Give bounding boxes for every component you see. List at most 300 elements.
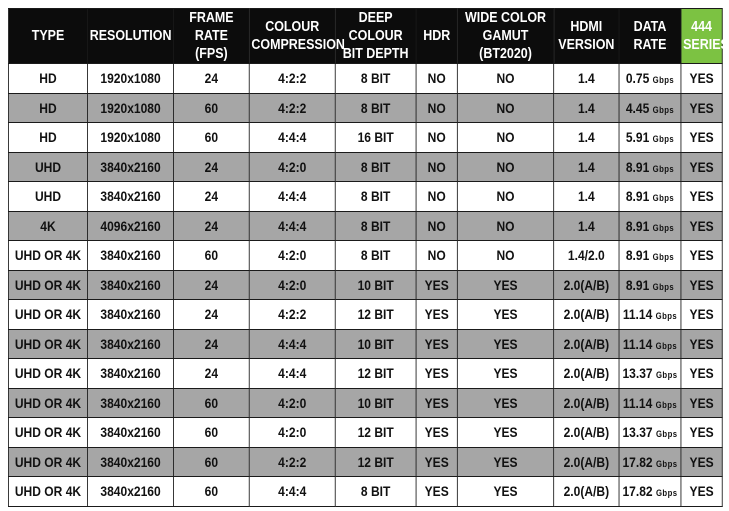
header-line: VERSION bbox=[558, 37, 615, 53]
header-line: 444 bbox=[691, 19, 712, 35]
cell-wide-color-gamut bbox=[457, 241, 553, 271]
cell-value: 8 BIT bbox=[360, 188, 391, 205]
cell-value: 2.0(A/B) bbox=[563, 306, 610, 323]
cell-data-rate bbox=[619, 123, 681, 153]
rate-unit: Gbps bbox=[655, 429, 678, 440]
table-row bbox=[8, 477, 722, 507]
cell-value: 11.14 bbox=[622, 394, 653, 411]
cell-value: 12 BIT bbox=[357, 306, 394, 323]
cell-value: YES bbox=[689, 99, 714, 116]
cell-444-series bbox=[681, 152, 722, 182]
cell-data-rate bbox=[619, 241, 681, 271]
cell-wide-color-gamut bbox=[457, 418, 553, 448]
cell-type bbox=[8, 64, 87, 94]
cell-value: YES bbox=[493, 276, 518, 293]
table-row bbox=[8, 447, 722, 477]
rate-unit: Gbps bbox=[652, 252, 675, 263]
cell-value: YES bbox=[493, 483, 518, 500]
cell-value: YES bbox=[689, 158, 714, 175]
cell-frame-rate bbox=[174, 359, 250, 389]
cell-hdr bbox=[416, 388, 457, 418]
cell-444-series bbox=[681, 182, 722, 212]
cell-deep-colour-bit-depth bbox=[335, 241, 416, 271]
cell-type bbox=[8, 359, 87, 389]
table-row bbox=[8, 182, 722, 212]
rate-unit: Gbps bbox=[652, 281, 675, 292]
cell-value: NO bbox=[427, 247, 446, 264]
cell-value: 60 bbox=[204, 483, 219, 500]
header-type bbox=[8, 9, 87, 64]
cell-wide-color-gamut bbox=[457, 477, 553, 507]
rate-unit: Gbps bbox=[652, 193, 675, 204]
cell-value: 8 BIT bbox=[360, 247, 391, 264]
cell-type bbox=[8, 418, 87, 448]
cell-value: 60 bbox=[204, 99, 219, 116]
cell-resolution bbox=[88, 388, 174, 418]
table-row bbox=[8, 329, 722, 359]
cell-data-rate bbox=[619, 477, 681, 507]
cell-data-rate bbox=[619, 64, 681, 94]
cell-colour-compression bbox=[249, 93, 335, 123]
table-row bbox=[8, 300, 722, 330]
cell-colour-compression bbox=[249, 64, 335, 94]
cell-value: 4:2:0 bbox=[278, 247, 307, 264]
cell-444-series bbox=[681, 64, 722, 94]
table-row bbox=[8, 241, 722, 271]
cell-resolution bbox=[88, 477, 174, 507]
cell-frame-rate bbox=[174, 211, 250, 241]
cell-value: YES bbox=[689, 217, 714, 234]
table-body bbox=[8, 64, 722, 507]
cell-deep-colour-bit-depth bbox=[335, 300, 416, 330]
cell-value: UHD OR 4K bbox=[14, 306, 82, 323]
cell-value: 2.0(A/B) bbox=[563, 365, 610, 382]
cell-hdmi-version bbox=[554, 241, 619, 271]
cell-444-series bbox=[681, 241, 722, 271]
cell-wide-color-gamut bbox=[457, 270, 553, 300]
cell-value: 4:2:2 bbox=[278, 453, 307, 470]
cell-value: 4:4:4 bbox=[278, 483, 307, 500]
cell-hdr bbox=[416, 418, 457, 448]
cell-value: 4:4:4 bbox=[278, 217, 307, 234]
cell-resolution bbox=[88, 123, 174, 153]
cell-value: 1.4 bbox=[577, 99, 595, 116]
cell-hdmi-version bbox=[554, 359, 619, 389]
cell-value: NO bbox=[427, 158, 446, 175]
cell-wide-color-gamut bbox=[457, 123, 553, 153]
cell-value: 12 BIT bbox=[357, 453, 394, 470]
rate-unit: Gbps bbox=[655, 370, 678, 381]
cell-value: 60 bbox=[204, 129, 219, 146]
cell-value: 1920x1080 bbox=[100, 99, 161, 116]
cell-444-series bbox=[681, 300, 722, 330]
cell-wide-color-gamut bbox=[457, 182, 553, 212]
cell-resolution bbox=[88, 418, 174, 448]
cell-colour-compression bbox=[249, 152, 335, 182]
cell-value: 60 bbox=[204, 453, 219, 470]
table-row bbox=[8, 123, 722, 153]
cell-colour-compression bbox=[249, 270, 335, 300]
cell-hdr bbox=[416, 329, 457, 359]
cell-deep-colour-bit-depth bbox=[335, 93, 416, 123]
cell-value: 2.0(A/B) bbox=[563, 394, 610, 411]
cell-value: 4:2:0 bbox=[278, 276, 307, 293]
cell-deep-colour-bit-depth bbox=[335, 359, 416, 389]
cell-444-series bbox=[681, 359, 722, 389]
cell-value: 3840x2160 bbox=[100, 365, 161, 382]
cell-value: 12 BIT bbox=[357, 424, 394, 441]
cell-colour-compression bbox=[249, 418, 335, 448]
cell-value: UHD OR 4K bbox=[14, 453, 82, 470]
cell-hdmi-version bbox=[554, 300, 619, 330]
cell-value: UHD OR 4K bbox=[14, 247, 82, 264]
header-line: HDMI bbox=[570, 19, 603, 35]
cell-hdmi-version bbox=[554, 418, 619, 448]
cell-hdr bbox=[416, 211, 457, 241]
cell-frame-rate bbox=[174, 182, 250, 212]
cell-deep-colour-bit-depth bbox=[335, 447, 416, 477]
cell-wide-color-gamut bbox=[457, 329, 553, 359]
cell-value: 1.4 bbox=[577, 217, 595, 234]
cell-value: 17.82 bbox=[622, 453, 653, 470]
cell-value: 8.91 bbox=[625, 158, 650, 175]
header-line: COMPRESSION bbox=[251, 37, 345, 53]
cell-value: UHD OR 4K bbox=[14, 335, 82, 352]
cell-value: YES bbox=[493, 424, 518, 441]
cell-type bbox=[8, 182, 87, 212]
cell-value: YES bbox=[689, 188, 714, 205]
cell-data-rate bbox=[619, 270, 681, 300]
cell-colour-compression bbox=[249, 388, 335, 418]
cell-value: 1.4 bbox=[577, 158, 595, 175]
cell-data-rate bbox=[619, 418, 681, 448]
cell-value: 24 bbox=[204, 335, 219, 352]
header-line: SERIES bbox=[683, 37, 729, 53]
cell-data-rate bbox=[619, 447, 681, 477]
header-line: GAMUT (BT2020) bbox=[479, 28, 532, 62]
cell-444-series bbox=[681, 211, 722, 241]
cell-hdr bbox=[416, 123, 457, 153]
cell-hdr bbox=[416, 300, 457, 330]
header-line: HDR bbox=[423, 28, 451, 44]
cell-resolution bbox=[88, 152, 174, 182]
header-line: WIDE COLOR bbox=[464, 10, 547, 26]
cell-value: YES bbox=[424, 306, 449, 323]
header-hdr bbox=[416, 9, 457, 64]
cell-value: 4:2:0 bbox=[278, 394, 307, 411]
cell-value: NO bbox=[427, 70, 446, 87]
cell-resolution bbox=[88, 64, 174, 94]
cell-resolution bbox=[88, 211, 174, 241]
cell-type bbox=[8, 447, 87, 477]
cell-value: 5.91 bbox=[625, 129, 650, 146]
table-row bbox=[8, 211, 722, 241]
cell-value: 24 bbox=[204, 276, 219, 293]
cell-type bbox=[8, 93, 87, 123]
cell-value: YES bbox=[424, 453, 449, 470]
cell-value: YES bbox=[689, 306, 714, 323]
cell-hdmi-version bbox=[554, 123, 619, 153]
cell-value: 1920x1080 bbox=[100, 129, 161, 146]
cell-deep-colour-bit-depth bbox=[335, 182, 416, 212]
cell-value: 24 bbox=[204, 365, 219, 382]
cell-value: UHD OR 4K bbox=[14, 394, 82, 411]
cell-value: YES bbox=[689, 365, 714, 382]
cell-value: 3840x2160 bbox=[100, 453, 161, 470]
cell-wide-color-gamut bbox=[457, 359, 553, 389]
cell-value: 24 bbox=[204, 70, 219, 87]
cell-value: 1.4 bbox=[577, 129, 595, 146]
rate-unit: Gbps bbox=[652, 104, 675, 115]
table-row bbox=[8, 359, 722, 389]
cell-value: 2.0(A/B) bbox=[563, 453, 610, 470]
cell-value: NO bbox=[496, 247, 515, 264]
cell-resolution bbox=[88, 182, 174, 212]
cell-resolution bbox=[88, 241, 174, 271]
cell-data-rate bbox=[619, 359, 681, 389]
cell-data-rate bbox=[619, 211, 681, 241]
cell-frame-rate bbox=[174, 447, 250, 477]
cell-value: UHD OR 4K bbox=[14, 424, 82, 441]
table-row bbox=[8, 93, 722, 123]
cell-value: 8 BIT bbox=[360, 158, 391, 175]
cell-value: UHD bbox=[34, 158, 62, 175]
cell-resolution bbox=[88, 359, 174, 389]
cell-value: 4:4:4 bbox=[278, 335, 307, 352]
cell-deep-colour-bit-depth bbox=[335, 388, 416, 418]
cell-value: 1.4 bbox=[577, 188, 595, 205]
table-row bbox=[8, 418, 722, 448]
cell-data-rate bbox=[619, 388, 681, 418]
cell-frame-rate bbox=[174, 123, 250, 153]
cell-frame-rate bbox=[174, 388, 250, 418]
cell-wide-color-gamut bbox=[457, 447, 553, 477]
cell-value: 1.4/2.0 bbox=[567, 247, 605, 264]
cell-type bbox=[8, 123, 87, 153]
cell-444-series bbox=[681, 418, 722, 448]
cell-value: YES bbox=[689, 394, 714, 411]
header-data-rate bbox=[619, 9, 681, 64]
cell-value: UHD bbox=[34, 188, 62, 205]
cell-value: 3840x2160 bbox=[100, 276, 161, 293]
table-row bbox=[8, 270, 722, 300]
cell-value: 4096x2160 bbox=[100, 217, 161, 234]
cell-value: 3840x2160 bbox=[100, 335, 161, 352]
header-line: DATA RATE bbox=[633, 19, 667, 53]
cell-type bbox=[8, 211, 87, 241]
cell-value: 4:2:2 bbox=[278, 99, 307, 116]
cell-value: 3840x2160 bbox=[100, 424, 161, 441]
cell-wide-color-gamut bbox=[457, 93, 553, 123]
cell-deep-colour-bit-depth bbox=[335, 64, 416, 94]
cell-resolution bbox=[88, 270, 174, 300]
cell-value: 8.91 bbox=[625, 247, 650, 264]
cell-value: 8.91 bbox=[625, 217, 650, 234]
table-header bbox=[8, 9, 729, 64]
cell-444-series bbox=[681, 329, 722, 359]
header-colour-compression bbox=[249, 9, 345, 64]
header-resolution bbox=[88, 9, 174, 64]
cell-value: 4:4:4 bbox=[278, 188, 307, 205]
cell-deep-colour-bit-depth bbox=[335, 418, 416, 448]
rate-unit: Gbps bbox=[655, 458, 678, 469]
cell-value: 1.4 bbox=[577, 70, 595, 87]
cell-value: 60 bbox=[204, 247, 219, 264]
cell-colour-compression bbox=[249, 329, 335, 359]
cell-data-rate bbox=[619, 182, 681, 212]
cell-value: 60 bbox=[204, 394, 219, 411]
cell-value: NO bbox=[427, 99, 446, 116]
cell-value: YES bbox=[493, 335, 518, 352]
cell-value: 8.91 bbox=[625, 188, 650, 205]
cell-frame-rate bbox=[174, 241, 250, 271]
cell-type bbox=[8, 388, 87, 418]
cell-deep-colour-bit-depth bbox=[335, 211, 416, 241]
cell-value: 3840x2160 bbox=[100, 306, 161, 323]
cell-type bbox=[8, 300, 87, 330]
cell-value: 8 BIT bbox=[360, 217, 391, 234]
cell-value: YES bbox=[424, 424, 449, 441]
cell-resolution bbox=[88, 329, 174, 359]
cell-value: 4:4:4 bbox=[278, 365, 307, 382]
cell-hdmi-version bbox=[554, 64, 619, 94]
cell-value: NO bbox=[496, 217, 515, 234]
cell-colour-compression bbox=[249, 477, 335, 507]
cell-type bbox=[8, 152, 87, 182]
cell-value: 60 bbox=[204, 424, 219, 441]
cell-value: 3840x2160 bbox=[100, 247, 161, 264]
cell-colour-compression bbox=[249, 300, 335, 330]
cell-value: 0.75 bbox=[625, 70, 650, 87]
cell-value: YES bbox=[689, 483, 714, 500]
cell-hdr bbox=[416, 241, 457, 271]
cell-hdr bbox=[416, 270, 457, 300]
rate-unit: Gbps bbox=[655, 340, 678, 351]
rate-unit: Gbps bbox=[652, 134, 675, 145]
cell-frame-rate bbox=[174, 300, 250, 330]
cell-value: 11.14 bbox=[622, 335, 653, 352]
cell-value: 16 BIT bbox=[357, 129, 394, 146]
cell-value: 4:2:0 bbox=[278, 158, 307, 175]
cell-hdmi-version bbox=[554, 329, 619, 359]
cell-value: 8 BIT bbox=[360, 483, 391, 500]
cell-deep-colour-bit-depth bbox=[335, 123, 416, 153]
cell-444-series bbox=[681, 93, 722, 123]
cell-value: YES bbox=[493, 306, 518, 323]
cell-value: YES bbox=[689, 70, 714, 87]
cell-444-series bbox=[681, 123, 722, 153]
rate-unit: Gbps bbox=[655, 399, 678, 410]
cell-value: YES bbox=[493, 365, 518, 382]
cell-hdr bbox=[416, 64, 457, 94]
cell-value: HD bbox=[39, 99, 57, 116]
cell-colour-compression bbox=[249, 182, 335, 212]
header-line: (FPS) bbox=[195, 46, 228, 62]
header-wide-color-gamut bbox=[457, 9, 553, 64]
cell-value: UHD OR 4K bbox=[14, 483, 82, 500]
cell-value: YES bbox=[689, 129, 714, 146]
cell-wide-color-gamut bbox=[457, 211, 553, 241]
cell-frame-rate bbox=[174, 93, 250, 123]
cell-deep-colour-bit-depth bbox=[335, 477, 416, 507]
cell-value: UHD OR 4K bbox=[14, 276, 82, 293]
spec-table-container bbox=[8, 8, 729, 508]
cell-type bbox=[8, 270, 87, 300]
cell-value: YES bbox=[689, 276, 714, 293]
cell-value: 10 BIT bbox=[357, 276, 394, 293]
cell-value: 3840x2160 bbox=[100, 483, 161, 500]
cell-value: 2.0(A/B) bbox=[563, 276, 610, 293]
cell-value: YES bbox=[689, 424, 714, 441]
cell-value: 3840x2160 bbox=[100, 188, 161, 205]
cell-value: 4.45 bbox=[625, 99, 650, 116]
cell-colour-compression bbox=[249, 123, 335, 153]
cell-hdmi-version bbox=[554, 477, 619, 507]
cell-value: 4:2:0 bbox=[278, 424, 307, 441]
cell-value: 3840x2160 bbox=[100, 394, 161, 411]
cell-frame-rate bbox=[174, 270, 250, 300]
cell-frame-rate bbox=[174, 64, 250, 94]
rate-unit: Gbps bbox=[652, 75, 675, 86]
table-row bbox=[8, 388, 722, 418]
header-line: TYPE bbox=[31, 28, 65, 44]
cell-value: 8 BIT bbox=[360, 99, 391, 116]
cell-444-series bbox=[681, 388, 722, 418]
cell-hdr bbox=[416, 93, 457, 123]
cell-wide-color-gamut bbox=[457, 64, 553, 94]
cell-444-series bbox=[681, 270, 722, 300]
cell-value: 10 BIT bbox=[357, 335, 394, 352]
cell-value: YES bbox=[493, 453, 518, 470]
cell-value: 10 BIT bbox=[357, 394, 394, 411]
cell-value: NO bbox=[496, 99, 515, 116]
cell-deep-colour-bit-depth bbox=[335, 152, 416, 182]
cell-hdr bbox=[416, 477, 457, 507]
cell-wide-color-gamut bbox=[457, 152, 553, 182]
header-line: FRAME RATE bbox=[189, 10, 234, 44]
table-row bbox=[8, 152, 722, 182]
cell-wide-color-gamut bbox=[457, 388, 553, 418]
cell-value: 8.91 bbox=[625, 276, 650, 293]
header-row bbox=[8, 9, 722, 64]
rate-unit: Gbps bbox=[652, 222, 675, 233]
cell-data-rate bbox=[619, 93, 681, 123]
cell-hdmi-version bbox=[554, 182, 619, 212]
cell-value: YES bbox=[424, 276, 449, 293]
cell-value: YES bbox=[493, 394, 518, 411]
cell-value: 24 bbox=[204, 306, 219, 323]
cell-value: 4:4:4 bbox=[278, 129, 307, 146]
cell-value: 13.37 bbox=[622, 365, 653, 382]
cell-value: 8 BIT bbox=[360, 70, 391, 87]
cell-data-rate bbox=[619, 152, 681, 182]
cell-deep-colour-bit-depth bbox=[335, 270, 416, 300]
cell-resolution bbox=[88, 447, 174, 477]
cell-value: YES bbox=[689, 335, 714, 352]
cell-frame-rate bbox=[174, 152, 250, 182]
cell-type bbox=[8, 241, 87, 271]
cell-value: 24 bbox=[204, 188, 219, 205]
cell-value: 13.37 bbox=[622, 424, 653, 441]
cell-value: HD bbox=[39, 129, 57, 146]
rate-unit: Gbps bbox=[655, 311, 678, 322]
cell-value: YES bbox=[424, 335, 449, 352]
cell-value: 2.0(A/B) bbox=[563, 424, 610, 441]
cell-value: YES bbox=[689, 453, 714, 470]
cell-value: NO bbox=[496, 188, 515, 205]
cell-hdr bbox=[416, 182, 457, 212]
cell-wide-color-gamut bbox=[457, 300, 553, 330]
